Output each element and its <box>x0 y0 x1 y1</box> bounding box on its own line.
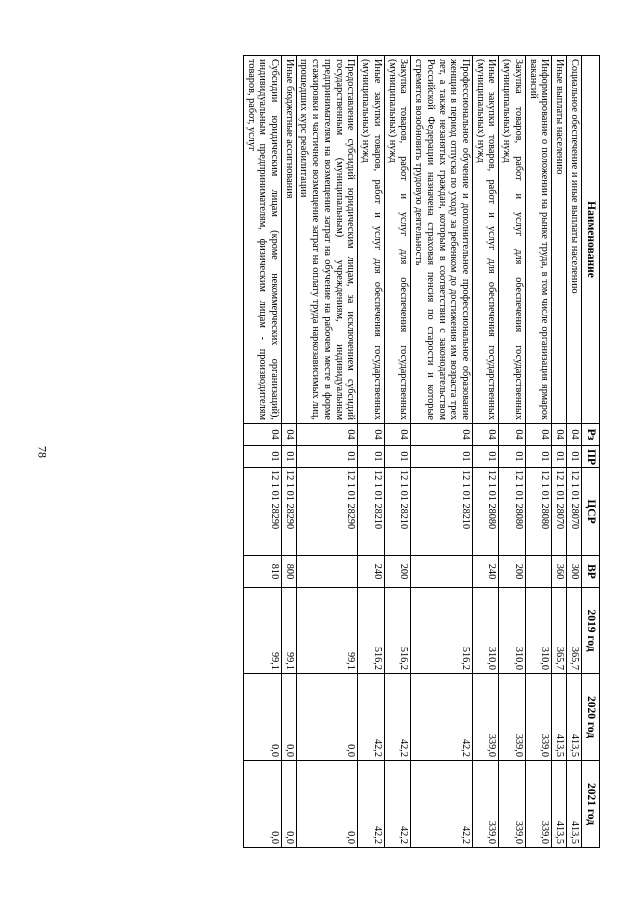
table-row <box>525 56 551 848</box>
cell-vr: 360 <box>552 556 567 588</box>
header-pr: ПР <box>581 446 599 468</box>
cell-2019: 365,7 <box>567 588 582 674</box>
cell-2021: 42,2 <box>384 761 410 848</box>
cell-pr: 01 <box>552 446 567 468</box>
table-body <box>243 56 581 848</box>
table-header-row <box>581 56 599 848</box>
cell-2020: 42,2 <box>411 674 473 761</box>
cell-csr: 12 1 01 28080 <box>499 468 525 556</box>
rotated-page-content <box>75 55 600 847</box>
cell-2019: 310,0 <box>525 588 551 674</box>
cell-2021: 339,0 <box>525 761 551 848</box>
cell-pr: 01 <box>567 446 582 468</box>
cell-2019: 310,0 <box>499 588 525 674</box>
cell-rz: 04 <box>243 424 281 446</box>
cell-2020: 42,2 <box>384 674 410 761</box>
cell-2019: 99,1 <box>282 588 297 674</box>
cell-2021: 42,2 <box>411 761 473 848</box>
table-row <box>499 56 525 848</box>
cell-2019: 99,1 <box>296 588 358 674</box>
cell-2019: 99,1 <box>243 588 281 674</box>
cell-2021: 42,2 <box>358 761 384 848</box>
cell-2020: 0,0 <box>282 674 297 761</box>
cell-csr: 12 1 01 28210 <box>384 468 410 556</box>
table-row <box>384 56 410 848</box>
table-row <box>567 56 582 848</box>
cell-2019: 310,0 <box>473 588 499 674</box>
cell-2020: 0,0 <box>243 674 281 761</box>
cell-name: Информирование о положении на рынке труда, в том числе организация ярмарок вакансий <box>525 56 551 424</box>
cell-name: Иные выплаты населению <box>552 56 567 424</box>
header-2019: 2019 год <box>581 588 599 674</box>
cell-rz: 04 <box>552 424 567 446</box>
cell-vr: 300 <box>567 556 582 588</box>
cell-vr: 200 <box>384 556 410 588</box>
header-2021: 2021 год <box>581 761 599 848</box>
cell-2020: 339,0 <box>473 674 499 761</box>
cell-name: Профессиональное обучение и дополнительное профессиональное образование женщин в период отпуска по уходу за ребенком до достижения им возраста трех лет, а также незанятых граждан, которым в соответствии с законодательством Российской Федерации назначена страховая пенсия по старости и которые стремятся возобновить трудовую деятельность <box>411 56 473 424</box>
cell-vr <box>525 556 551 588</box>
cell-2021: 0,0 <box>296 761 358 848</box>
header-vr: ВР <box>581 556 599 588</box>
cell-2019: 365,7 <box>552 588 567 674</box>
header-2020: 2020 год <box>581 674 599 761</box>
cell-pr: 01 <box>473 446 499 468</box>
cell-name: Иные закупки товаров, работ и услуг для обеспечения государственных (муниципальных) нужд <box>358 56 384 424</box>
budget-table <box>243 55 600 848</box>
cell-pr: 01 <box>499 446 525 468</box>
cell-2021: 0,0 <box>243 761 281 848</box>
cell-pr: 01 <box>358 446 384 468</box>
header-rz: Рз <box>581 424 599 446</box>
header-csr: ЦСР <box>581 468 599 556</box>
table-row <box>296 56 358 848</box>
cell-2020: 413,5 <box>552 674 567 761</box>
cell-vr: 240 <box>358 556 384 588</box>
cell-csr: 12 1 01 28210 <box>358 468 384 556</box>
cell-rz: 04 <box>282 424 297 446</box>
cell-name: Закупка товаров, работ и услуг для обеспечения государственных (муниципальных) нужд <box>499 56 525 424</box>
cell-2020: 413,5 <box>567 674 582 761</box>
cell-csr: 12 1 01 28210 <box>411 468 473 556</box>
cell-vr: 810 <box>243 556 281 588</box>
cell-2020: 339,0 <box>499 674 525 761</box>
cell-name: Иные бюджетные ассигнования <box>282 56 297 424</box>
cell-vr: 800 <box>282 556 297 588</box>
cell-pr: 01 <box>384 446 410 468</box>
cell-csr: 12 1 01 28290 <box>282 468 297 556</box>
cell-2021: 413,5 <box>567 761 582 848</box>
cell-pr: 01 <box>282 446 297 468</box>
cell-2021: 413,5 <box>552 761 567 848</box>
cell-2020: 339,0 <box>525 674 551 761</box>
cell-rz: 04 <box>499 424 525 446</box>
cell-csr: 12 1 01 28290 <box>243 468 281 556</box>
cell-rz: 04 <box>411 424 473 446</box>
header-name: Наименование <box>581 56 599 424</box>
cell-name: Иные закупки товаров, работ и услуг для обеспечения государственных (муниципальных) нужд <box>473 56 499 424</box>
cell-rz: 04 <box>384 424 410 446</box>
cell-csr: 12 1 01 28070 <box>567 468 582 556</box>
cell-2021: 339,0 <box>473 761 499 848</box>
cell-name: Предоставление субсидий юридическим лицам, за исключением субсидий государственным (муниципальным) учреждениям, индивидуальным предпринимателям на возмещение затрат на обучение на рабочем месте в форме стажировки и частичное возмещение затрат на оплату труда наркозависимых лиц, прошедших курс реабилитации <box>296 56 358 424</box>
cell-vr: 240 <box>473 556 499 588</box>
cell-vr: 200 <box>499 556 525 588</box>
table-row <box>473 56 499 848</box>
cell-pr: 01 <box>296 446 358 468</box>
cell-vr <box>296 556 358 588</box>
cell-pr: 01 <box>411 446 473 468</box>
cell-csr: 12 1 01 28290 <box>296 468 358 556</box>
table-row <box>552 56 567 848</box>
cell-pr: 01 <box>525 446 551 468</box>
cell-csr: 12 1 01 28080 <box>473 468 499 556</box>
cell-rz: 04 <box>296 424 358 446</box>
cell-2019: 516,2 <box>384 588 410 674</box>
cell-2021: 0,0 <box>282 761 297 848</box>
table-row <box>282 56 297 848</box>
cell-2020: 42,2 <box>358 674 384 761</box>
table-row <box>243 56 281 848</box>
cell-2020: 0,0 <box>296 674 358 761</box>
cell-name: Закупка товаров, работ и услуг для обеспечения государственных (муниципальных) нужд <box>384 56 410 424</box>
cell-2019: 516,2 <box>411 588 473 674</box>
cell-rz: 04 <box>525 424 551 446</box>
cell-pr: 01 <box>243 446 281 468</box>
cell-vr <box>411 556 473 588</box>
cell-name: Социальное обеспечение и иные выплаты населению <box>567 56 582 424</box>
table-row <box>358 56 384 848</box>
cell-name: Субсидии юридическим лицам (кроме некоммерческих организаций), индивидуальным предпринимателям, физическим лицам - производителям товаров, работ, услуг <box>243 56 281 424</box>
cell-2021: 339,0 <box>499 761 525 848</box>
cell-rz: 04 <box>473 424 499 446</box>
table-row <box>411 56 473 848</box>
cell-rz: 04 <box>567 424 582 446</box>
page-number: 78 <box>35 446 50 458</box>
cell-csr: 12 1 01 28070 <box>552 468 567 556</box>
cell-2019: 516,2 <box>358 588 384 674</box>
cell-csr: 12 1 01 28080 <box>525 468 551 556</box>
cell-rz: 04 <box>358 424 384 446</box>
